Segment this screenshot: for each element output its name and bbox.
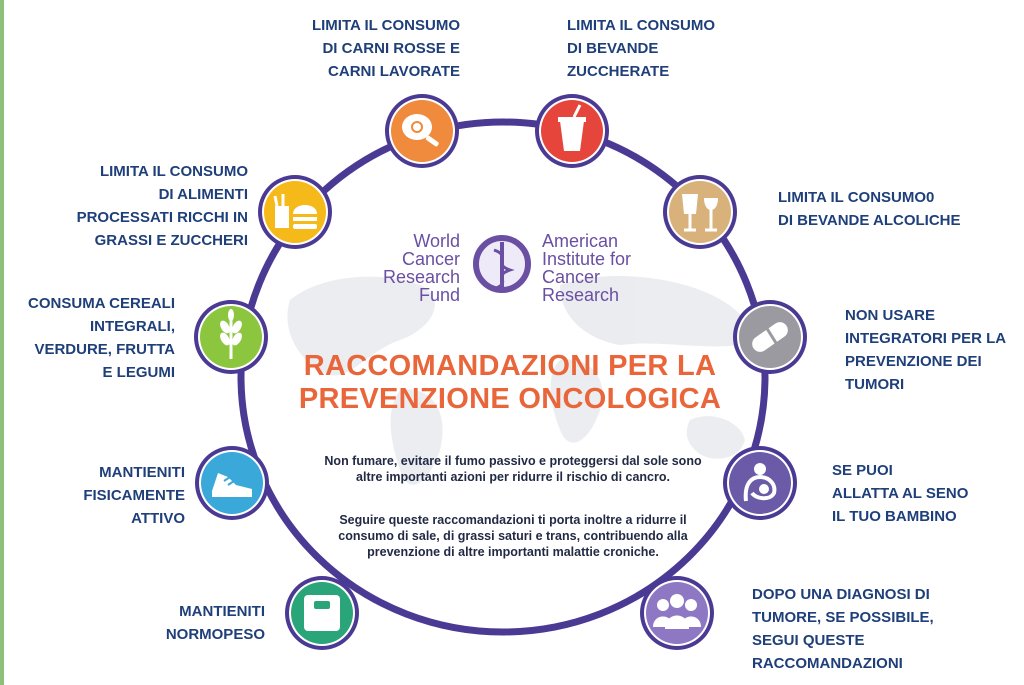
label-line: ZUCCHERATE <box>567 63 670 80</box>
title-line: RACCOMANDAZIONI PER LA <box>303 350 717 382</box>
label-line: LIMITA IL CONSUMO <box>99 163 248 180</box>
label-line: IL TUO BAMBINO <box>832 508 957 525</box>
label-line: NORMOPESO <box>165 626 265 643</box>
org-left-line: World <box>413 231 460 251</box>
group-people-icon <box>640 576 714 650</box>
org-left-line: Cancer <box>401 249 460 269</box>
fast-food-icon <box>258 175 332 249</box>
label-line: FISICAMENTE <box>83 487 185 504</box>
label-line: INTEGRALI, <box>90 318 175 335</box>
label-meat <box>250 14 460 83</box>
label-line: CONSUMA CEREALI <box>28 295 175 312</box>
label-line: LIMITA IL CONSUMO <box>567 17 716 34</box>
page-title <box>290 350 730 416</box>
label-whole-grains <box>10 292 175 384</box>
label-line: MANTIENITI <box>99 464 185 481</box>
org-right-line: American <box>542 231 619 251</box>
label-line: LIMITA IL CONSUMO <box>311 17 460 34</box>
running-shoe-icon <box>195 446 269 520</box>
label-line: VERDURE, FRUTTA <box>34 341 175 358</box>
meat-icon <box>385 94 459 168</box>
label-line: DI BEVANDE <box>567 40 659 57</box>
organization-logo-symbol <box>476 238 528 290</box>
label-line: SEGUI QUESTE <box>752 632 865 649</box>
label-supplements <box>845 304 1020 396</box>
org-left-line: Fund <box>418 285 460 305</box>
label-line: PREVENZIONE DEI <box>845 353 982 370</box>
alcohol-glasses-icon <box>663 175 737 249</box>
org-right-line: Cancer <box>542 267 601 287</box>
label-line: GRASSI E ZUCCHERI <box>94 232 248 249</box>
label-line: PROCESSATI RICCHI IN <box>76 209 248 226</box>
label-line: ALLATTA AL SENO <box>832 485 969 502</box>
label-line: INTEGRATORI PER LA <box>845 330 1007 347</box>
org-right-line: Research <box>542 285 620 305</box>
label-sugary-drinks <box>567 14 767 83</box>
label-line: TUMORI <box>845 376 905 393</box>
label-line: RACCOMANDAZIONI <box>752 655 903 672</box>
label-alcohol <box>778 186 1008 232</box>
label-line: DI CARNI ROSSE E <box>322 40 460 57</box>
label-line: SE PUOI <box>832 462 893 479</box>
label-line: DI BEVANDE ALCOLICHE <box>778 212 961 229</box>
label-line: DI ALIMENTI <box>158 186 248 203</box>
label-breastfeeding <box>832 459 1002 528</box>
title-line: PREVENZIONE ONCOLOGICA <box>298 383 722 415</box>
label-line: NON USARE <box>845 307 936 324</box>
label-line: LIMITA IL CONSUMO0 <box>778 189 935 206</box>
scale-icon <box>285 576 359 650</box>
label-physical-activity <box>30 461 185 530</box>
label-line: CARNI LAVORATE <box>328 63 460 80</box>
paragraph-benefits: Seguire queste raccomandazioni ti porta inoltre a ridurre il consumo di sale, di grassi saturi e trans, contribuendo alla prevenzione di altre importanti malattie croniche. <box>338 513 688 559</box>
label-line: ATTIVO <box>131 510 185 527</box>
label-line: MANTIENITI <box>179 603 265 620</box>
label-after-diagnosis <box>752 583 972 675</box>
org-left-line: Research <box>382 267 460 287</box>
label-processed-food <box>30 160 248 252</box>
org-right-line: Institute for <box>542 249 632 269</box>
label-line: E LEGUMI <box>102 364 175 381</box>
label-line: TUMORE, SE POSSIBILE, <box>752 609 934 626</box>
soft-drink-icon <box>535 94 609 168</box>
pills-icon <box>733 300 807 374</box>
wheat-icon <box>194 300 268 374</box>
org-left-name <box>380 232 460 304</box>
breastfeeding-icon <box>723 446 797 520</box>
paragraph-smoking: Non fumare, evitare il fumo passivo e proteggersi dal sole sono altre importanti azioni per ridurre il rischio di cancro. <box>324 454 702 484</box>
label-healthy-weight <box>110 600 265 646</box>
label-line: DOPO UNA DIAGNOSI DI <box>752 586 930 603</box>
org-right-name <box>542 232 662 304</box>
